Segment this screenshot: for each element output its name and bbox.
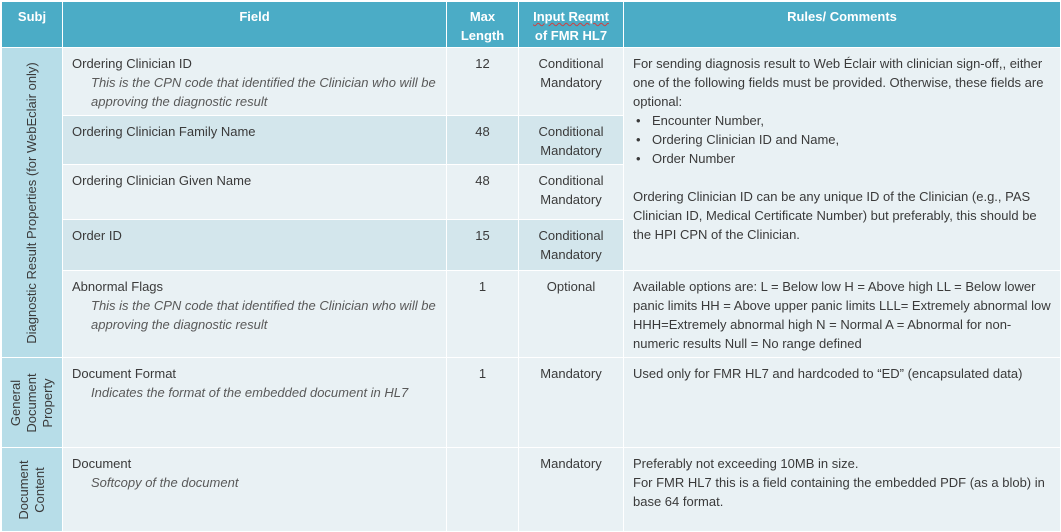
- max-length-cell: 48: [447, 116, 519, 165]
- rules-cell: [624, 448, 1061, 532]
- rules-bullet: • Encounter Number,: [633, 111, 1051, 130]
- field-cell: [63, 271, 447, 358]
- field-description: This is the CPN code that identified the Clinician who will be approving the diagnostic result: [91, 298, 436, 332]
- header-max-length-line2: Length: [460, 28, 505, 43]
- max-length-cell: 12: [447, 48, 519, 116]
- requirement-line2: Mandatory: [540, 75, 602, 90]
- field-cell: [63, 48, 447, 116]
- rules-intro: For sending diagnosis result to Web Éclair with clinician sign-off,, either one of the following fields must be provided. Otherwise, these fields are optional:: [633, 56, 1044, 109]
- rules-note: Ordering Clinician ID can be any unique ID of the Clinician (e.g., PAS Clinician ID, Medical Certificate Number) but preferably, this should be the HPI CPN of the Clinician.: [633, 189, 1037, 242]
- field-name: Ordering Clinician Given Name: [72, 173, 252, 188]
- requirement-line1: Conditional: [538, 228, 604, 243]
- group-content-line2: Content: [32, 466, 47, 513]
- field-description: Indicates the format of the embedded document in HL7: [91, 385, 409, 400]
- header-subj: Subj: [2, 2, 63, 48]
- rules-bullet: • Order Number: [633, 149, 1051, 168]
- rules-bullet: • Ordering Clinician ID and Name,: [633, 130, 1051, 149]
- group-diagnostic: [2, 48, 63, 358]
- header-max-length-line1: Max: [469, 9, 496, 24]
- group-general-line2: Document: [24, 372, 39, 433]
- requirement-cell: [519, 116, 624, 165]
- header-max-length: [447, 2, 519, 48]
- rules-cell: Used only for FMR HL7 and hardcoded to “ED” (encapsulated data): [624, 358, 1061, 448]
- group-general: [2, 358, 63, 448]
- max-length-cell: 48: [447, 165, 519, 220]
- requirement-line2: Mandatory: [540, 143, 602, 158]
- field-name: Document: [72, 456, 132, 471]
- field-description: This is the CPN code that identified the Clinician who will be approving the diagnostic result: [91, 75, 436, 109]
- field-name: Order ID: [72, 228, 122, 243]
- field-name: Abnormal Flags: [72, 279, 164, 294]
- group-content-line1: Document: [16, 459, 31, 520]
- shared-rules-cell: [624, 48, 1061, 271]
- header-field: Field: [63, 2, 447, 48]
- requirement-line1: Conditional: [538, 173, 604, 188]
- requirement-cell: Mandatory: [519, 448, 624, 532]
- header-row: [2, 2, 1061, 48]
- requirement-line2: Mandatory: [540, 247, 602, 262]
- header-input-reqmt: [519, 2, 624, 48]
- header-rules: Rules/ Comments: [624, 2, 1061, 48]
- requirement-cell: [519, 165, 624, 220]
- group-general-label: [8, 373, 56, 432]
- field-name: Ordering Clinician Family Name: [72, 124, 256, 139]
- max-length-cell: 1: [447, 358, 519, 448]
- rules-bullet-list: [633, 111, 1051, 168]
- requirement-line2: Mandatory: [540, 192, 602, 207]
- header-input-line1: Input Reqmt: [533, 9, 609, 24]
- group-diagnostic-label: Diagnostic Result Properties (for WebEclair only): [24, 61, 39, 344]
- field-name: Ordering Clinician ID: [72, 56, 192, 71]
- group-general-line3: Property: [40, 377, 55, 428]
- group-content-label: [16, 460, 48, 519]
- header-input-line2: of FMR HL7: [534, 28, 608, 43]
- rules-line2: For FMR HL7 this is a field containing the embedded PDF (as a blob) in base 64 format.: [633, 475, 1045, 509]
- max-length-cell: 1: [447, 271, 519, 358]
- requirement-line1: Conditional: [538, 124, 604, 139]
- field-spec-table: [1, 1, 1061, 532]
- requirement-cell: [519, 48, 624, 116]
- max-length-cell: 15: [447, 220, 519, 271]
- table-row: [2, 48, 1061, 116]
- table-row: [2, 271, 1061, 358]
- field-description: Softcopy of the document: [91, 475, 239, 490]
- requirement-cell: Mandatory: [519, 358, 624, 448]
- rules-line1: Preferably not exceeding 10MB in size.: [633, 456, 859, 471]
- group-general-line1: General: [8, 379, 23, 426]
- field-name: Document Format: [72, 366, 177, 381]
- group-content: [2, 448, 63, 532]
- field-cell: [63, 116, 447, 165]
- field-cell: [63, 220, 447, 271]
- rules-cell: Available options are: L = Below low H = Above high LL = Below lower panic limits HH = Above upper panic limits LLL= Extremely abnormal low HHH=Extremely abnormal high N = Normal A = Abnormal for non-numeric results Null = No range defined: [624, 271, 1061, 358]
- field-cell: [63, 358, 447, 448]
- field-cell: [63, 448, 447, 532]
- field-cell: [63, 165, 447, 220]
- table-row: [2, 358, 1061, 448]
- table-row: [2, 448, 1061, 532]
- requirement-cell: [519, 220, 624, 271]
- max-length-cell: [447, 448, 519, 532]
- requirement-cell: Optional: [519, 271, 624, 358]
- requirement-line1: Conditional: [538, 56, 604, 71]
